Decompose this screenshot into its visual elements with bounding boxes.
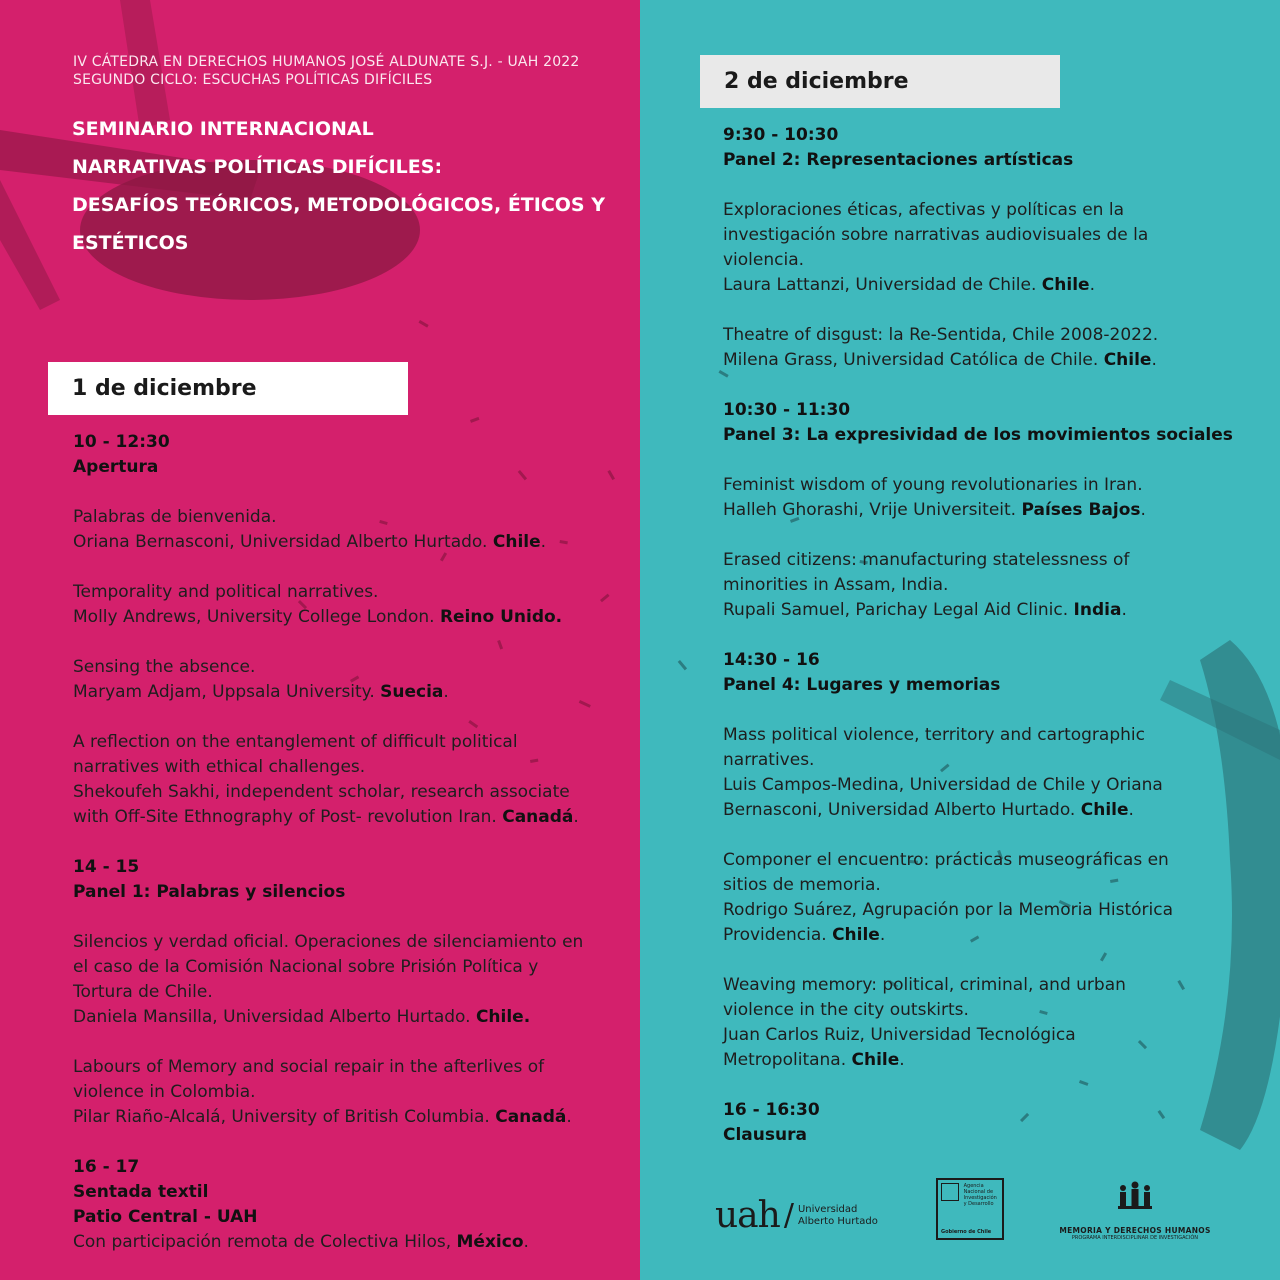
talk-entry (723, 973, 1263, 1073)
talk-title: investigación sobre narrativas audiovisuales de la (723, 225, 1149, 245)
talk-speaker (73, 1105, 613, 1130)
speaker-affiliation: Halleh Ghorashi, Vrije Universiteit. (723, 500, 1022, 520)
session-panel-2 (723, 123, 1263, 373)
session-title: Sentada textil (73, 1182, 209, 1202)
talk-entry (73, 1055, 613, 1130)
session-title: Panel 2: Representaciones artísticas (723, 150, 1074, 170)
day-1-program (73, 430, 613, 1255)
country: Chile (832, 925, 880, 945)
talk-title: Labours of Memory and social repair in the afterlives of (73, 1057, 545, 1077)
speaker-affiliation: Rupali Samuel, Parichay Legal Aid Clinic. (723, 600, 1074, 620)
anid-line-4: y Desarrollo (963, 1201, 994, 1207)
talk-entry (723, 198, 1263, 298)
cycle-header (73, 53, 580, 89)
speaker-affiliation: Pilar Riaño-Alcalá, University of British Columbia. (73, 1107, 496, 1127)
talk-title: Weaving memory: political, criminal, and urban (723, 975, 1126, 995)
talk-title: Palabras de bienvenida. (73, 507, 277, 527)
talk-speaker (73, 605, 613, 630)
talk-entry (723, 473, 1263, 523)
talk-title: Sensing the absence. (73, 657, 256, 677)
speaker-affiliation: Shekoufeh Sakhi, independent scholar, research associate (73, 782, 570, 802)
session-panel-3 (723, 398, 1263, 623)
country: Reino Unido. (439, 607, 563, 627)
session-place: Patio Central - UAH (73, 1207, 258, 1227)
talk-title: violence in Colombia. (73, 1082, 256, 1102)
session-time: 9:30 - 10:30 (723, 125, 839, 145)
country: Chile (1103, 350, 1152, 370)
talk-title: Mass political violence, territory and cartographic (723, 725, 1145, 745)
anid-footer: Gobierno de Chile (941, 1229, 992, 1235)
anid-line-3: Investigación (963, 1195, 997, 1201)
country: Chile (1080, 800, 1129, 820)
speaker-affiliation: Milena Grass, Universidad Católica de Chile. (723, 350, 1104, 370)
session-time: 14 - 15 (73, 857, 140, 877)
uah-logo-name (798, 1204, 878, 1228)
uah-logo (715, 1195, 878, 1236)
sponsor-logos (715, 1175, 1215, 1255)
session-time: 10 - 12:30 (73, 432, 170, 452)
talk-title: sitios de memoria. (723, 875, 881, 895)
right-panel (640, 0, 1280, 1280)
memoria-ddhh-subtitle: PROGRAMA INTERDISCIPLINAR DE INVESTIGACIÓN (1071, 1235, 1199, 1241)
country: Canadá (495, 1107, 567, 1127)
anid-line-2: Nacional de (963, 1189, 994, 1195)
uah-logo-mark: uah (715, 1195, 780, 1236)
talk-title: Feminist wisdom of young revolutionaries in Iran. (723, 475, 1143, 495)
cycle-header-line-1: IV CÁTEDRA EN DERECHOS HUMANOS JOSÉ ALDUNATE S.J. - UAH 2022 (73, 54, 580, 70)
country: Chile (851, 1050, 900, 1070)
session-title: Panel 4: Lugares y memorias (723, 675, 1001, 695)
seminar-title-line-1: SEMINARIO INTERNACIONAL (72, 118, 374, 140)
punctuation: . (1089, 275, 1095, 295)
speaker-affiliation: Oriana Bernasconi, Universidad Alberto Hurtado. (73, 532, 493, 552)
speaker-affiliation: Maryam Adjam, Uppsala University. (73, 682, 381, 702)
talk-title: violence in the city outskirts. (723, 1000, 969, 1020)
talk-entry (723, 723, 1263, 823)
talk-speaker (723, 498, 1263, 523)
session-closing (723, 1098, 1263, 1148)
country: Chile (1041, 275, 1090, 295)
day-2-date-label: 2 de diciembre (700, 55, 1060, 108)
punctuation: . (566, 1107, 572, 1127)
speaker-affiliation: Luis Campos-Medina, Universidad de Chile y Oriana (723, 775, 1163, 795)
session-time: 16 - 17 (73, 1157, 140, 1177)
talk-title: Erased citizens: manufacturing statelessness of (723, 550, 1130, 570)
speaker-affiliation: Metropolitana. (723, 1050, 852, 1070)
speaker-affiliation: Providencia. (723, 925, 833, 945)
talk-speaker (723, 1048, 1263, 1073)
talk-title: Temporality and political narratives. (73, 582, 379, 602)
talk-entry (73, 580, 613, 630)
talk-speaker (73, 530, 613, 555)
talk-speaker (723, 598, 1263, 623)
punctuation: . (1151, 350, 1157, 370)
seminar-title-line-2: NARRATIVAS POLÍTICAS DIFÍCILES: (72, 156, 443, 178)
speaker-affiliation: Molly Andrews, University College London. (73, 607, 440, 627)
talk-entry (73, 655, 613, 705)
country: Países Bajos (1021, 500, 1141, 520)
talk-title: Theatre of disgust: la Re-Sentida, Chile 2008-2022. (723, 325, 1159, 345)
seminar-title-line-3: DESAFÍOS TEÓRICOS, METODOLÓGICOS, ÉTICOS Y (72, 194, 605, 216)
country: Suecia (380, 682, 444, 702)
punctuation: . (443, 682, 449, 702)
talk-title: violencia. (723, 250, 805, 270)
speaker-affiliation: with Off-Site Ethnography of Post- revolution Iran. (73, 807, 503, 827)
talk-title: minorities in Assam, India. (723, 575, 949, 595)
talk-title: el caso de la Comisión Nacional sobre Prisión Política y (73, 957, 539, 977)
speaker-affiliation: Laura Lattanzi, Universidad de Chile. (723, 275, 1042, 295)
talk-title: Tortura de Chile. (73, 982, 213, 1002)
talk-title: A reflection on the entanglement of difficult political (73, 732, 518, 752)
talk-entry (73, 730, 613, 830)
anid-line-1: Agencia (963, 1183, 984, 1189)
talk-speaker (73, 1005, 613, 1030)
session-panel-4 (723, 648, 1263, 1073)
session-panel-1 (73, 855, 613, 1130)
talk-entry (723, 323, 1263, 373)
session-time: 16 - 16:30 (723, 1100, 820, 1120)
session-time: 10:30 - 11:30 (723, 400, 851, 420)
speaker-affiliation: Daniela Mansilla, Universidad Alberto Hurtado. (73, 1007, 476, 1027)
punctuation: . (1140, 500, 1146, 520)
talk-title: narratives. (723, 750, 815, 770)
talk-speaker (73, 680, 613, 705)
speaker-affiliation: Juan Carlos Ruiz, Universidad Tecnológica (723, 1025, 1076, 1045)
cycle-header-line-2: SEGUNDO CICLO: ESCUCHAS POLÍTICAS DIFÍCILES (73, 72, 433, 88)
session-title: Clausura (723, 1125, 807, 1145)
chile-coat-of-arms-icon (941, 1183, 959, 1201)
session-time: 14:30 - 16 (723, 650, 820, 670)
punctuation: . (523, 1232, 529, 1252)
talk-entry (73, 930, 613, 1030)
talk-entry (73, 505, 613, 555)
talk-title: Componer el encuentro: prácticas museográficas en (723, 850, 1169, 870)
country: Chile (492, 532, 541, 552)
punctuation: . (1128, 800, 1134, 820)
speaker-affiliation: Rodrigo Suárez, Agrupación por la Memoria Histórica (723, 900, 1174, 920)
day-1-date-label: 1 de diciembre (48, 362, 408, 415)
talk-speaker (73, 805, 613, 830)
seminar-title (72, 110, 605, 262)
talk-title: Silencios y verdad oficial. Operaciones de silenciamiento en (73, 932, 584, 952)
session-textile (73, 1155, 613, 1255)
uah-logo-name-line-1: Universidad (797, 1203, 858, 1215)
anid-logo-text (964, 1183, 997, 1207)
country: México (456, 1232, 524, 1252)
people-group-icon (1113, 1180, 1157, 1218)
uah-logo-name-line-2: Alberto Hurtado (797, 1215, 878, 1227)
note-text: Con participación remota de Colectiva Hilos, (73, 1232, 457, 1252)
punctuation: . (899, 1050, 905, 1070)
speaker-affiliation: Bernasconi, Universidad Alberto Hurtado. (723, 800, 1081, 820)
session-title: Apertura (73, 457, 159, 477)
day-2-program (723, 123, 1263, 1148)
session-title: Panel 1: Palabras y silencios (73, 882, 346, 902)
punctuation: . (540, 532, 547, 552)
country: Chile. (475, 1007, 531, 1027)
slash-icon: / (783, 1198, 794, 1233)
talk-speaker (723, 348, 1263, 373)
talk-speaker (723, 273, 1263, 298)
session-note (73, 1230, 613, 1255)
anid-logo (936, 1178, 1004, 1240)
session-title: Panel 3: La expresividad de los movimientos sociales (723, 425, 1233, 445)
memoria-ddhh-logo (1055, 1180, 1215, 1241)
country: Canadá (502, 807, 574, 827)
country: India (1073, 600, 1122, 620)
seminar-title-line-4: ESTÉTICOS (72, 232, 189, 254)
talk-title: narratives with ethical challenges. (73, 757, 366, 777)
punctuation: . (1121, 600, 1127, 620)
session-opening (73, 430, 613, 830)
talk-speaker (723, 923, 1263, 948)
talk-entry (723, 848, 1263, 948)
talk-entry (723, 548, 1263, 623)
punctuation: . (573, 807, 579, 827)
talk-title: Exploraciones éticas, afectivas y políticas en la (723, 200, 1124, 220)
punctuation: . (879, 925, 886, 945)
memoria-ddhh-title: MEMORIA Y DERECHOS HUMANOS (1059, 1226, 1211, 1235)
talk-speaker (723, 798, 1263, 823)
